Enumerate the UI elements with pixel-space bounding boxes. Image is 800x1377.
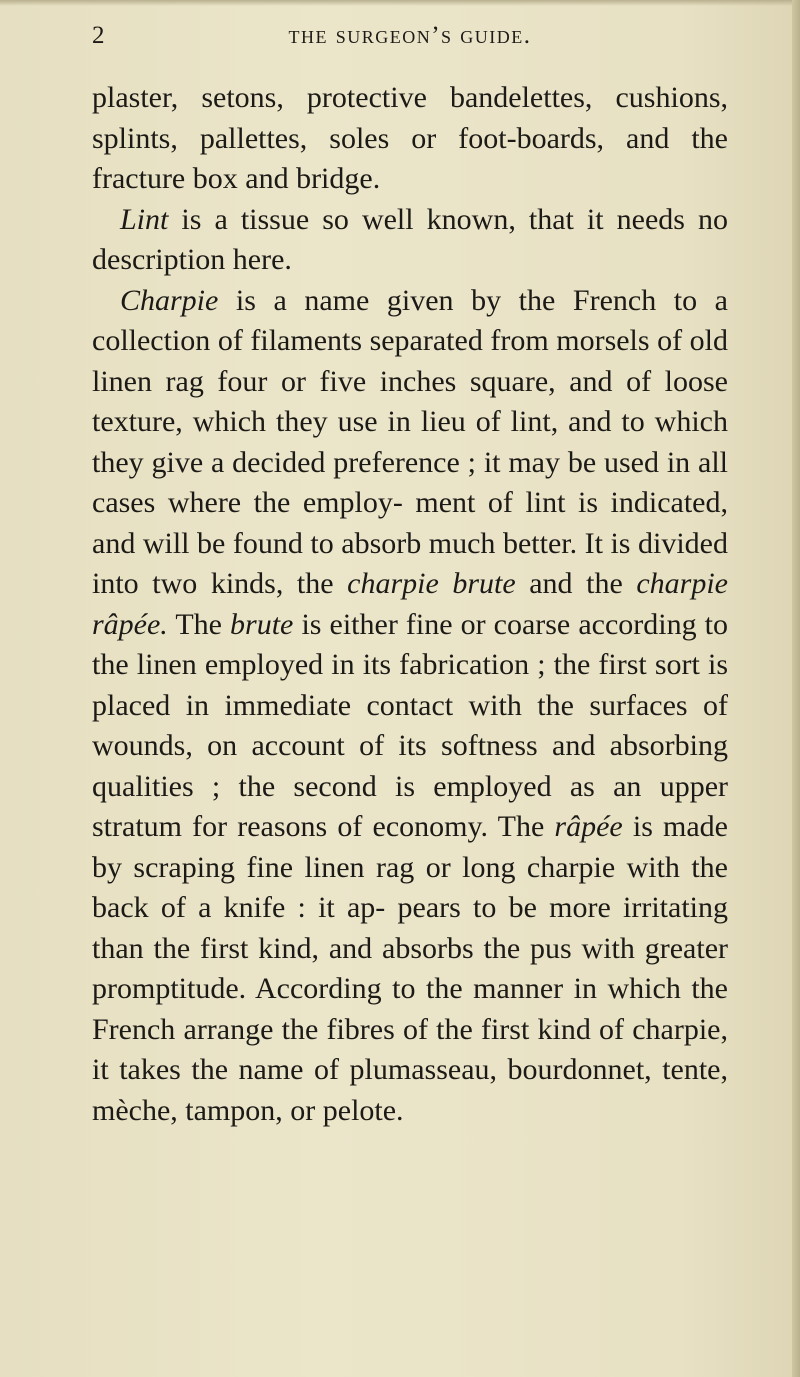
italic-text: charpie brute xyxy=(347,567,516,600)
italic-text: râpée xyxy=(554,810,623,843)
italic-text: Lint xyxy=(120,202,169,236)
text-run: is a name given by the French to a collection of filaments separated from morsels of old linen rag four or five inches square, and of loose texture, which they use in lieu of lint, and to which they give a decided preference ; it may be used in all cases where the employ- ment of lint is indicated, and will be found to absorb much better. It is divided into two kinds, the xyxy=(92,283,728,600)
text-run: is either fine or coarse according to the linen employed in its fabrication ; the first sort is placed in immediate contact with the surfaces of wounds, on account of its softness and absorbing qualities ; the second is employed as an upper stratum for reasons of economy. The xyxy=(92,607,728,843)
text-run: and the xyxy=(515,567,637,600)
paragraph-1 xyxy=(92,78,728,200)
page-number: 2 xyxy=(92,22,106,49)
running-head xyxy=(92,22,728,58)
paragraph-2 xyxy=(92,200,728,281)
paragraph-3 xyxy=(92,281,728,1132)
page-top-edge xyxy=(0,0,800,6)
text-run: is made by scraping fine linen rag or long charpie with the back of a knife : it ap- pears to be more irritating than the first kind, and absorbs the pus with greater promptitude. According to the manner in which the French arrange the fibres of the first kind of charpie, it takes the name of plumasseau, bourdonnet, tente, mèche, tampon, or pelote. xyxy=(92,810,728,1127)
italic-text: Charpie xyxy=(120,283,219,317)
text-run: plaster, setons, protective bandelettes, cushions, splints, pallettes, soles or foot-boards, and the fracture box and bridge. xyxy=(92,81,728,195)
italic-text: charpie râpée. xyxy=(92,567,728,641)
italic-text: brute xyxy=(230,607,294,641)
body-text xyxy=(92,78,728,1131)
page-right-edge xyxy=(792,0,800,1377)
text-run: The xyxy=(167,607,231,641)
running-head-title: the surgeon’s guide. xyxy=(288,22,532,49)
text-run: is a tissue so well known, that it needs no description here. xyxy=(92,202,728,276)
